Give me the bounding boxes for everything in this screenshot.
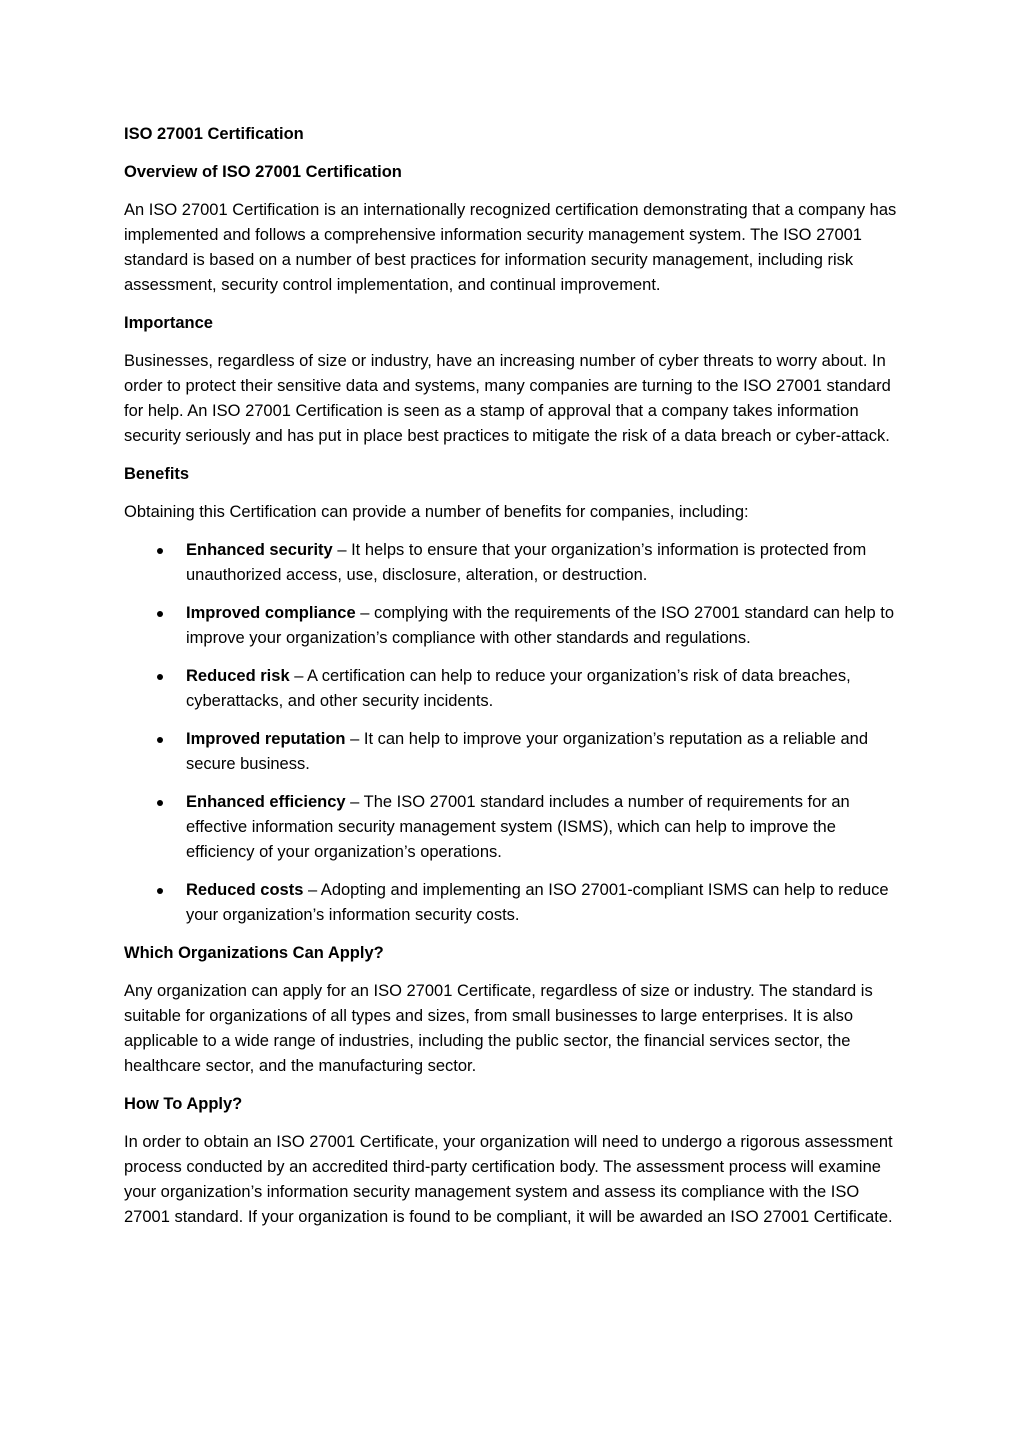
benefits-list <box>124 538 904 928</box>
benefit-term: Reduced risk <box>186 667 290 685</box>
benefit-description: – It helps to ensure that your organization’s information is protected from unauthorized access, use, disclosure, alteration, or destruction. <box>186 541 867 584</box>
benefit-description: – The ISO 27001 standard includes a number of requirements for an effective information security management system (ISMS), which can help to improve the efficiency of your organization’s operations. <box>186 793 850 861</box>
benefits-intro: Obtaining this Certification can provide a number of benefits for companies, including: <box>124 503 749 521</box>
bullet-icon <box>157 548 163 554</box>
overview-heading: Overview of ISO 27001 Certification <box>124 163 402 181</box>
list-item <box>124 878 904 928</box>
list-item <box>124 601 904 651</box>
bullet-icon <box>157 888 163 894</box>
benefit-term: Reduced costs <box>186 881 304 899</box>
who-can-apply-paragraph: Any organization can apply for an ISO 27001 Certificate, regardless of size or industry. The standard is suitable for organizations of all types and sizes, from small businesses to large enterprises. It is also applicable to a wide range of industries, including the public sector, the financial services sector, the healthcare sector, and the manufacturing sector. <box>124 982 873 1075</box>
benefit-description: – A certification can help to reduce your organization’s risk of data breaches, cyberattacks, and other security incidents. <box>186 667 851 710</box>
list-item <box>124 727 904 777</box>
who-can-apply-heading: Which Organizations Can Apply? <box>124 944 384 962</box>
how-to-apply-heading: How To Apply? <box>124 1095 243 1113</box>
benefit-description: – Adopting and implementing an ISO 27001-compliant ISMS can help to reduce your organization’s information security costs. <box>186 881 889 924</box>
benefit-description: – It can help to improve your organization’s reputation as a reliable and secure business. <box>186 730 869 773</box>
benefit-term: Improved compliance <box>186 604 356 622</box>
benefit-term: Enhanced efficiency <box>186 793 346 811</box>
overview-paragraph: An ISO 27001 Certification is an internationally recognized certification demonstrating that a company has implemented and follows a comprehensive information security management system. The ISO 27001 standard is based on a number of best practices for information security management, including risk assessment, security control implementation, and continual improvement. <box>124 201 897 294</box>
document-title: ISO 27001 Certification <box>124 125 304 143</box>
benefit-description: – complying with the requirements of the ISO 27001 standard can help to improve your organization’s compliance with other standards and regulations. <box>186 604 895 647</box>
importance-paragraph: Businesses, regardless of size or industry, have an increasing number of cyber threats to worry about. In order to protect their sensitive data and systems, many companies are turning to the ISO 27001 standard for help. An ISO 27001 Certification is seen as a stamp of approval that a company takes information security seriously and has put in place best practices to mitigate the risk of a data breach or cyber-attack. <box>124 352 891 445</box>
benefit-term: Improved reputation <box>186 730 346 748</box>
list-item <box>124 538 904 588</box>
document-page <box>124 122 904 1243</box>
benefits-heading: Benefits <box>124 465 190 483</box>
bullet-icon <box>157 800 163 806</box>
bullet-icon <box>157 611 163 617</box>
benefit-term: Enhanced security <box>186 541 333 559</box>
bullet-icon <box>157 737 163 743</box>
list-item <box>124 664 904 714</box>
bullet-icon <box>157 674 163 680</box>
importance-heading: Importance <box>124 314 213 332</box>
how-to-apply-paragraph: In order to obtain an ISO 27001 Certificate, your organization will need to undergo a rigorous assessment process conducted by an accredited third-party certification body. The assessment process will examine your organization’s information security management system and assess its compliance with the ISO 27001 standard. If your organization is found to be compliant, it will be awarded an ISO 27001 Certificate. <box>124 1133 893 1226</box>
list-item <box>124 790 904 865</box>
